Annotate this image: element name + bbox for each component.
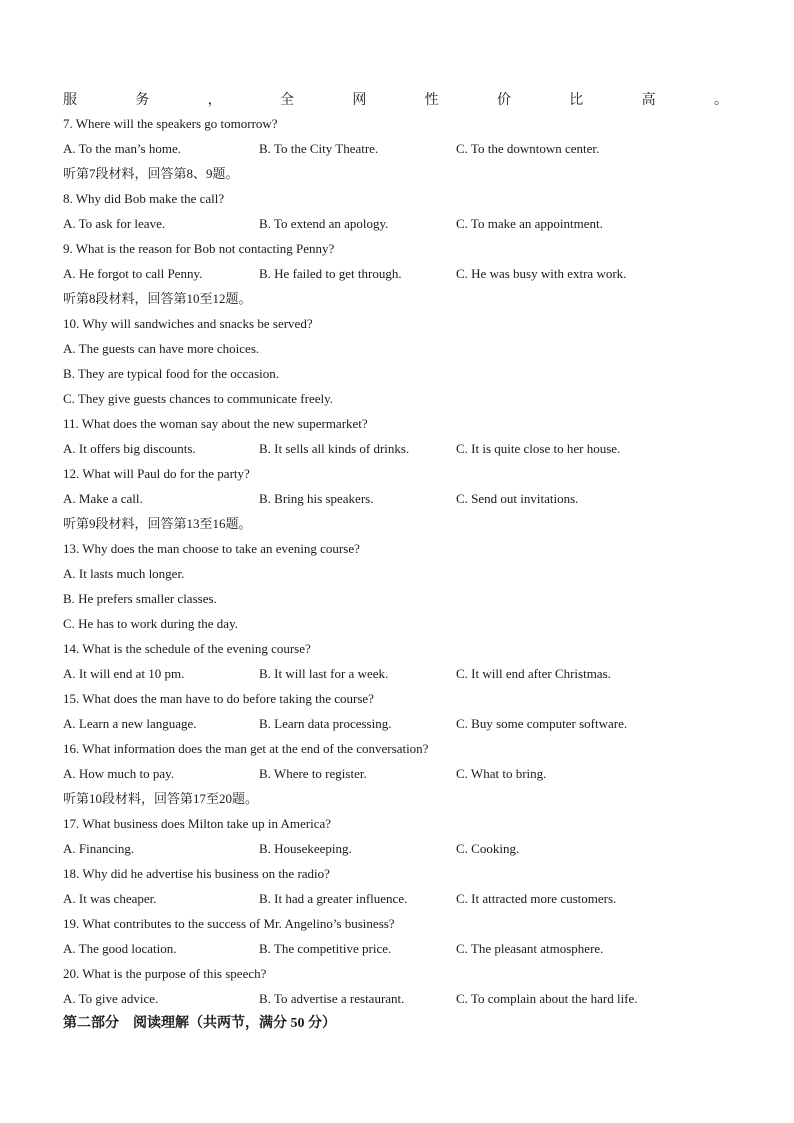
option-a: A. To give advice. [63,991,159,1006]
section-instruction: 听第8段材料，回答第10至12题。 [63,291,252,306]
ad-char: 性 [424,93,439,108]
answer-options-row [63,989,743,1009]
option-c: C. To complain about the hard life. [456,991,638,1006]
section-instruction: 听第9段材料，回答第13至16题。 [63,516,252,531]
option-a: A. He forgot to call Penny. [63,266,203,281]
option-b: B. Bring his speakers. [259,491,374,506]
option-a: A. Learn a new language. [63,716,197,731]
question-text: 9. What is the reason for Bob not contacting Penny? [63,241,335,256]
option-a: A. To the man’s home. [63,141,182,156]
option-c: C. To the downtown center. [456,141,600,156]
question-text: C. He has to work during the day. [63,616,238,631]
option-a: A. How much to pay. [63,766,175,781]
question-text: A. It lasts much longer. [63,566,185,581]
answer-options-row [63,139,743,159]
question-text: 15. What does the man have to do before taking the course? [63,691,374,706]
option-c: C. The pleasant atmosphere. [456,941,604,956]
option-a: A. To ask for leave. [63,216,166,231]
option-b: B. Housekeeping. [259,841,352,856]
answer-options-row [63,439,743,459]
option-c: C. What to bring. [456,766,547,781]
ad-char: 网 [352,93,367,108]
question-text: 12. What will Paul do for the party? [63,466,250,481]
ad-banner-line [63,89,728,109]
option-c: C. It attracted more customers. [456,891,617,906]
answer-options-row [63,764,743,784]
ad-char: 价 [496,93,511,108]
question-text: 18. Why did he advertise his business on the radio? [63,866,330,881]
question-text: 19. What contributes to the success of Mr. Angelino’s business? [63,916,395,931]
option-a: A. The good location. [63,941,177,956]
question-text: B. He prefers smaller classes. [63,591,217,606]
option-b: B. It sells all kinds of drinks. [259,441,410,456]
question-text: 7. Where will the speakers go tomorrow? [63,116,278,131]
question-text: 8. Why did Bob make the call? [63,191,225,206]
answer-options-row [63,664,743,684]
option-c: C. It will end after Christmas. [456,666,611,681]
option-b: B. To the City Theatre. [259,141,379,156]
part-title: 第二部分 阅读理解（共两节，满分 50 分） [63,1016,336,1031]
option-a: A. Make a call. [63,491,143,506]
option-c: C. It is quite close to her house. [456,441,621,456]
section-instruction: 听第7段材料，回答第8、9题。 [63,166,239,181]
ad-char: 全 [279,93,294,108]
option-a: A. Financing. [63,841,135,856]
question-text: 10. Why will sandwiches and snacks be served? [63,316,313,331]
option-b: B. The competitive price. [259,941,392,956]
answer-options-row [63,939,743,959]
option-b: B. It had a greater influence. [259,891,408,906]
option-c: C. Send out invitations. [456,491,579,506]
option-c: C. Buy some computer software. [456,716,628,731]
ad-char: ， [207,93,222,108]
option-b: B. It will last for a week. [259,666,389,681]
ad-char: 。 [713,93,728,108]
option-a: A. It will end at 10 pm. [63,666,185,681]
option-c: C. To make an appointment. [456,216,603,231]
question-text: B. They are typical food for the occasion. [63,366,279,381]
answer-options-row [63,489,743,509]
option-b: B. Where to register. [259,766,367,781]
ad-char: 务 [135,93,150,108]
question-text: A. The guests can have more choices. [63,341,260,356]
ad-char: 比 [569,93,584,108]
question-text: 11. What does the woman say about the new supermarket? [63,416,368,431]
answer-options-row [63,214,743,234]
answer-options-row [63,839,743,859]
question-text: 17. What business does Milton take up in America? [63,816,332,831]
option-b: B. To advertise a restaurant. [259,991,405,1006]
option-a: A. It offers big discounts. [63,441,196,456]
answer-options-row [63,264,743,284]
question-text: C. They give guests chances to communicate freely. [63,391,334,406]
question-text: 14. What is the schedule of the evening course? [63,641,311,656]
option-a: A. It was cheaper. [63,891,157,906]
question-text: 16. What information does the man get at the end of the conversation? [63,741,429,756]
section-instruction: 听第10段材料，回答第17至20题。 [63,791,259,806]
answer-options-row [63,714,743,734]
answer-options-row [63,889,743,909]
question-text: 13. Why does the man choose to take an evening course? [63,541,360,556]
ad-char: 服 [63,93,77,108]
option-c: C. Cooking. [456,841,520,856]
option-b: B. Learn data processing. [259,716,392,731]
question-text: 20. What is the purpose of this speech? [63,966,267,981]
option-b: B. To extend an apology. [259,216,389,231]
ad-char: 高 [641,93,656,108]
option-b: B. He failed to get through. [259,266,402,281]
option-c: C. He was busy with extra work. [456,266,627,281]
